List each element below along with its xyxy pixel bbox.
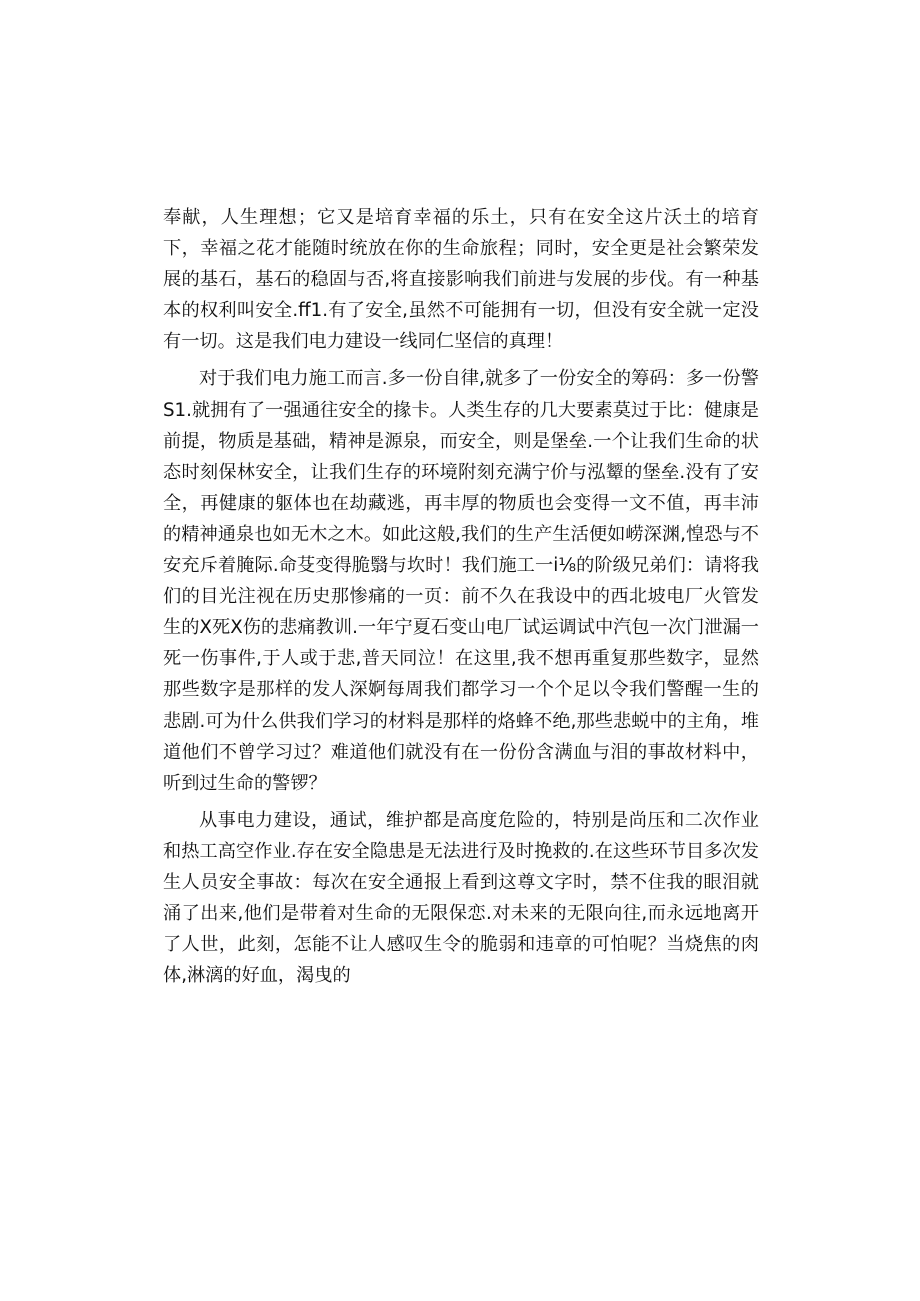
document-body	[163, 202, 759, 997]
paragraph-1: 奉献，人生理想；它又是培育幸福的乐土，只有在安全这片沃土的培育下，幸福之花才能随时统放在你的生命旅程；同时，安全更是社会繁荣发展的基石，基石的稳固与否,将直接影响我们前进与发展的步伐。有一种基本的权利叫安全.ff1.有了安全,虽然不可能拥有一切，但没有安全就一定没有一切。这是我们电力建设一线同仁坚信的真理！	[163, 207, 759, 353]
paragraph-3: 从事电力建设，通试，维护都是高度危险的，特别是尚压和二次作业和热工高空作业.存在安全隐患是无法进行及时挽救的.在这些环节目多次发生人员安全事故：每次在安全通报上看到这尊文字时，禁不住我的眼泪就涌了出来,他们是带着对生命的无限保恋.对未来的无限向往,而永远地离开了人世，此刻，怎能不让人感叹生令的脆弱和违章的可怕呢？当烧焦的肉体,淋漓的好血，渴曳的	[163, 809, 759, 987]
paragraph-2: 对于我们电力施工而言.多一份自律,就多了一份安全的筹码：多一份警S1.就拥有了一强通往安全的掾卡。人类生存的几大要素莫过于比：健康是前提，物质是基础，精神是源泉，而安全，则是堡垒.一个让我们生命的状态时刻保林安全，让我们生存的环境附刻充满宁价与泓颦的堡垒.没有了安全，再健康的躯体也在劫藏逃，再丰厚的物质也会变得一文不值，再丰沛的精神通泉也如无木之木。如此这般,我们的生产生活便如崂深渊,惶恐与不安充斥着腌际.命芟变得脆翳与坎时！我们施工一i⅛的阶级兄弟们：请将我们的目光注视在历史那惨痛的一页：前不久在我设中的西北坡电厂火管发生的X死X伤的悲痛教训.一年宁夏石变山电厂试运调试中汽包一次门泄漏一死一伤事件,于人或于悲,普天同泣！在这里,我不想再重复那些数字，显然那些数字是那样的发人深婀每周我们都学习一个个足以令我们警醒一生的悲剧.可为什么供我们学习的材料是那样的烙蜂不绝,那些悲蜕中的主角，堆道他们不曾学习过？难道他们就没有在一份份含满血与泪的事故材料中，听到过生命的警锣？	[163, 368, 759, 794]
